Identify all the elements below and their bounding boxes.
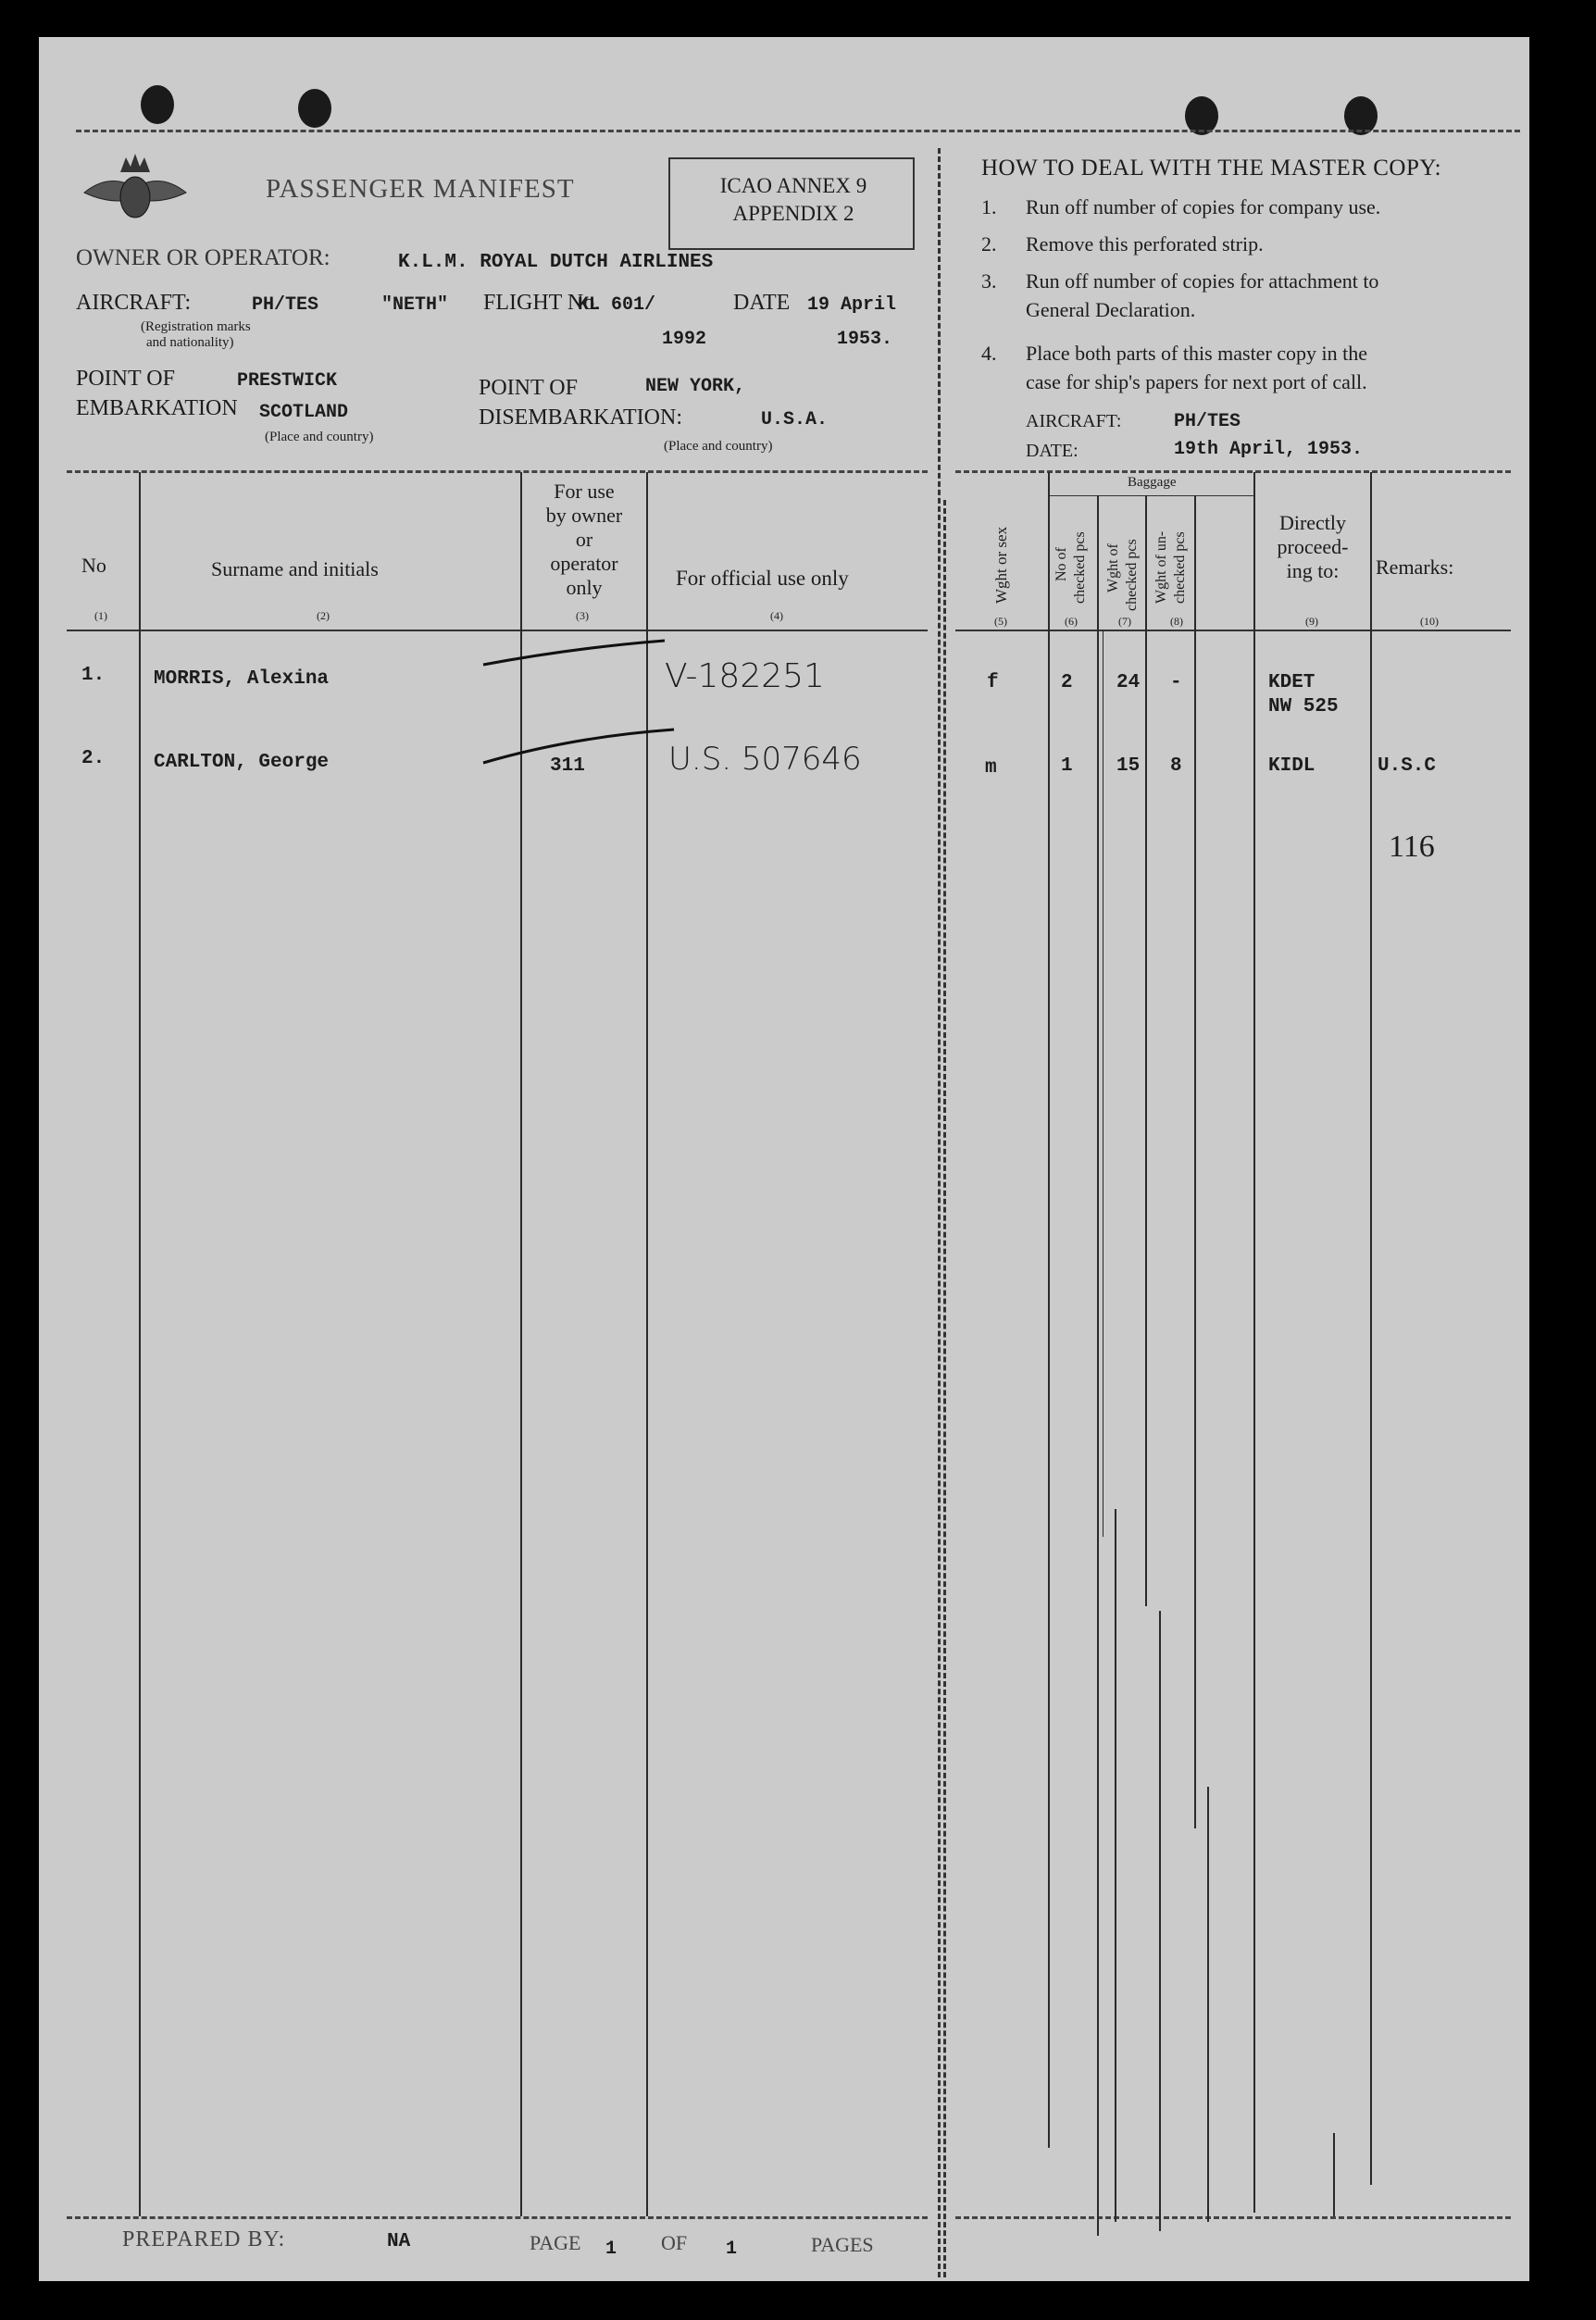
official-entry: U.S. 507646 (668, 741, 862, 778)
col-header-remarks: Remarks: (1376, 555, 1454, 579)
instruction-number: 4. (981, 342, 997, 365)
disembarkation-label: DISEMBARKATION: (479, 405, 683, 430)
date-value: 19 April (807, 294, 897, 316)
date-label: DATE (733, 291, 791, 315)
embarkation-value: PRESTWICK (237, 370, 338, 392)
row-number: 2. (81, 748, 106, 769)
footer-rule (67, 2216, 928, 2219)
column-line (1253, 472, 1255, 2213)
klm-crown-logo-icon (80, 146, 191, 230)
col-header-owner-use: by owner (545, 504, 623, 527)
of-value: 1 (726, 2239, 738, 2260)
column-line (1048, 472, 1050, 2148)
col-number: (4) (770, 609, 783, 622)
column-line (1370, 472, 1372, 2185)
col-number: (7) (1118, 615, 1131, 628)
aircraft-value: PH/TES (252, 294, 319, 316)
col-header-owner-use: operator (550, 552, 618, 575)
flight-value-2: 1992 (662, 329, 707, 350)
flight-value: KL 601/ (578, 294, 656, 316)
of-label: OF (661, 2231, 688, 2254)
nationality-value: "NETH" (381, 294, 449, 316)
column-line (1194, 495, 1196, 1828)
disembarkation-value: NEW YORK, (645, 376, 746, 397)
col-number: (8) (1170, 615, 1183, 628)
manifest-page (39, 37, 1529, 2281)
col-header-owner-use: or (575, 528, 593, 551)
table-top-rule (955, 470, 1511, 473)
instruction-text: Run off number of copies for company use. (1026, 195, 1381, 218)
col-header-checked-weight: Wght of (1105, 543, 1121, 592)
column-line (1115, 1509, 1116, 2222)
proceeding-to: KIDL (1268, 755, 1315, 777)
embarkation-label: EMBARKATION (76, 396, 238, 420)
col-header-checked-pcs: checked pcs (1072, 531, 1088, 604)
punch-hole (298, 89, 331, 128)
instructions-title: HOW TO DEAL WITH THE MASTER COPY: (981, 156, 1442, 181)
proceeding-to: KDET (1268, 672, 1315, 693)
col-header-unchecked-weight: checked pcs (1172, 531, 1188, 604)
right-date-label: DATE: (1026, 441, 1079, 461)
col-header-checked-weight: checked pcs (1124, 539, 1140, 611)
col-header-weight-sex: Wght or sex (992, 526, 1010, 604)
pages-label: PAGES (811, 2233, 874, 2256)
icao-appendix: APPENDIX 2 (732, 202, 854, 225)
owner-value: K.L.M. ROYAL DUTCH AIRLINES (398, 252, 714, 273)
column-line (1333, 2133, 1335, 2216)
registration-note: and nationality) (146, 335, 234, 350)
icao-annex: ICAO ANNEX 9 (719, 174, 867, 197)
embarkation-note: (Place and country) (265, 430, 374, 444)
right-aircraft-value: PH/TES (1174, 411, 1241, 432)
form-title: PASSENGER MANIFEST (266, 174, 575, 204)
right-aircraft-label: AIRCRAFT: (1026, 411, 1122, 431)
col-header-proceeding: proceed- (1277, 535, 1349, 558)
instruction-text: Run off number of copies for attachment to (1026, 269, 1379, 293)
instruction-number: 2. (981, 232, 997, 256)
disembarkation-label: POINT OF (479, 376, 578, 400)
checked-weight: 15 (1116, 755, 1141, 777)
perforation-divider (943, 500, 946, 2277)
column-line (1207, 1787, 1209, 2222)
right-date-value: 19th April, 1953. (1174, 439, 1364, 460)
col-header-owner-use: For use (554, 480, 615, 503)
embarkation-label: POINT OF (76, 367, 175, 391)
col-header-no: No (81, 554, 106, 577)
table-top-rule (67, 470, 928, 473)
instruction-number: 3. (981, 269, 997, 293)
checked-weight: 24 (1116, 672, 1141, 693)
owner-use-entry: 311 (550, 755, 585, 777)
disembarkation-note: (Place and country) (664, 439, 773, 454)
col-number: (5) (994, 615, 1007, 628)
col-number: (6) (1065, 615, 1078, 628)
col-header-unchecked-weight: Wght of un- (1153, 530, 1169, 604)
col-header-proceeding: ing to: (1286, 559, 1340, 582)
flight-label: FLIGHT No. (483, 291, 601, 315)
col-number: (2) (317, 609, 330, 622)
col-header-surname: Surname and initials (211, 557, 379, 580)
col-header-checked-pcs: No of (1054, 547, 1069, 581)
perforation-line (76, 130, 1520, 132)
official-entry: V-182251 (665, 657, 825, 695)
sex: f (987, 672, 999, 693)
col-header-baggage: Baggage (1128, 475, 1177, 490)
baggage-header-rule (1048, 495, 1253, 496)
disembarkation-value: U.S.A. (761, 409, 829, 430)
embarkation-value: SCOTLAND (259, 402, 349, 423)
col-number: (1) (94, 609, 107, 622)
instruction-text: Remove this perforated strip. (1026, 232, 1264, 256)
owner-label: OWNER OR OPERATOR: (76, 245, 330, 270)
passenger-name: MORRIS, Alexina (154, 668, 330, 690)
prepared-by-value: NA (387, 2231, 411, 2252)
unchecked-weight: - (1170, 672, 1182, 693)
checked-pieces: 1 (1061, 755, 1073, 777)
header-bottom-rule (955, 630, 1511, 631)
unchecked-weight: 8 (1170, 755, 1182, 777)
row-number: 1. (81, 665, 106, 686)
prepared-by-label: PREPARED BY: (122, 2227, 286, 2251)
column-line (139, 472, 141, 2216)
page-value: 1 (605, 2239, 617, 2260)
instruction-text: General Declaration. (1026, 298, 1196, 321)
page-label: PAGE (530, 2231, 581, 2254)
instruction-text: Place both parts of this master copy in the (1026, 342, 1368, 365)
col-header-owner-use: only (566, 576, 603, 599)
col-header-proceeding: Directly (1278, 511, 1347, 534)
col-number: (10) (1420, 615, 1439, 628)
proceeding-to: NW 525 (1268, 696, 1339, 717)
sex: m (985, 757, 997, 779)
footer-rule (955, 2216, 1511, 2219)
strike-mark (480, 620, 683, 676)
instruction-number: 1. (981, 195, 997, 218)
passenger-name: CARLTON, George (154, 752, 330, 773)
col-number: (9) (1305, 615, 1318, 628)
instruction-text: case for ship's papers for next port of call. (1026, 370, 1367, 393)
column-line (1145, 495, 1147, 1606)
date-value-2: 1953. (837, 329, 893, 350)
punch-hole (141, 85, 174, 124)
column-line (1159, 1611, 1161, 2231)
column-line (1097, 495, 1099, 2236)
col-number: (3) (576, 609, 589, 622)
checked-pieces: 2 (1061, 672, 1073, 693)
registration-note: (Registration marks (141, 319, 251, 334)
col-header-official: For official use only (676, 567, 849, 590)
margin-note: 116 (1389, 829, 1435, 864)
perforation-divider (938, 148, 941, 2277)
remarks: U.S.C (1378, 755, 1437, 777)
aircraft-label: AIRCRAFT: (76, 291, 192, 315)
